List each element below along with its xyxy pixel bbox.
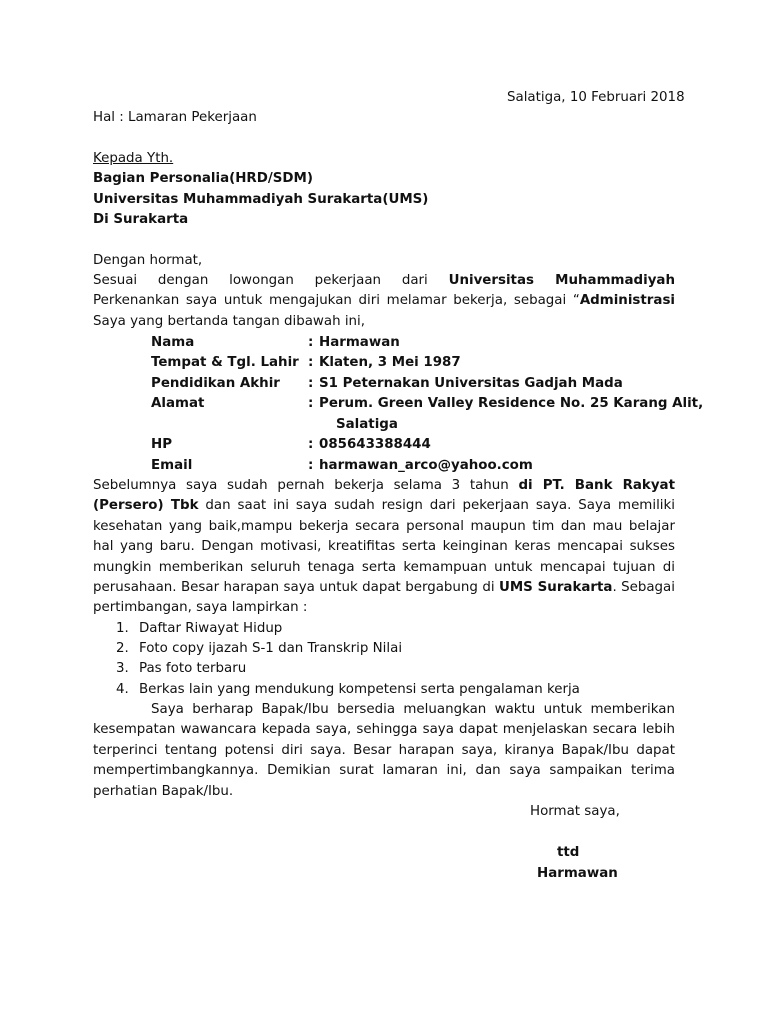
closing-line-3: terperinci tentang potensi diri saya. Besar harapan saya, kiranya Bapak/Ibu dapat [93, 742, 675, 758]
signoff-regards: Hormat saya, [530, 804, 620, 819]
attachment-item: 4. Berkas lain yang mendukung kompetensi serta pengalaman kerja [116, 682, 580, 697]
attachment-item: 3. Pas foto terbaru [116, 661, 247, 676]
intro-paragraph [93, 271, 675, 332]
closing-line-1: Saya berharap Bapak/Ibu bersedia meluangkan waktu untuk memberikan [151, 702, 675, 717]
signoff-name: Harmawan [537, 866, 618, 881]
closing-paragraph [93, 700, 675, 802]
body-line-3: kesehatan yang baik,mampu bekerja secara personal maupun tim dan mau belajar [93, 518, 675, 534]
closing-line-5: perhatian Bapak/Ibu. [93, 783, 234, 799]
recipient-salutation: Kepada Yth. [93, 151, 174, 166]
signoff-ttd: ttd [557, 845, 580, 860]
body-line-7: pertimbangan, saya lampirkan : [93, 600, 308, 616]
body-line-5: mungkin memberikan seluruh tenaga serta kemampuan untuk mencapai tujuan di [93, 559, 675, 575]
attachment-item: 2. Foto copy ijazah S-1 dan Transkrip Nilai [116, 641, 403, 656]
identity-row-hp: HP : 085643388444 [151, 437, 431, 452]
letter-subject: Hal : Lamaran Pekerjaan [93, 110, 257, 125]
body-line-4: hal yang baru. Dengan motivasi, kreatifitas serta keinginan keras mencapai sukses [93, 539, 675, 555]
recipient-line-1: Bagian Personalia(HRD/SDM) [93, 171, 313, 186]
identity-row-birth: Tempat & Tgl. Lahir : Klaten, 3 Mei 1987 [151, 355, 461, 370]
identity-row-email: Email : harmawan_arco@yahoo.com [151, 458, 533, 473]
identity-row-name: Nama : Harmawan [151, 335, 400, 350]
intro-line-2: Perkenankan saya untuk mengajukan diri melamar bekerja, sebagai “Administrasi [93, 293, 675, 309]
greeting: Dengan hormat, [93, 253, 203, 268]
identity-row-education: Pendidikan Akhir : S1 Peternakan Universitas Gadjah Mada [151, 376, 623, 391]
body-line-2: (Persero) Tbk dan saat ini saya sudah resign dari pekerjaan saya. Saya memiliki [93, 498, 675, 514]
attachment-item: 1. Daftar Riwayat Hidup [116, 621, 283, 636]
body-paragraph [93, 476, 675, 619]
body-line-1: Sebelumnya saya sudah pernah bekerja selama 3 tahun di PT. Bank Rakyat [93, 478, 675, 493]
identity-row-address: Alamat : Perum. Green Valley Residence No. 25 Karang Alit, [151, 396, 704, 411]
letter-date: Salatiga, 10 Februari 2018 [507, 90, 685, 105]
closing-line-2: kesempatan wawancara kepada saya, sehingga saya dapat menjelaskan secara lebih [93, 722, 675, 738]
recipient-line-2: Universitas Muhammadiyah Surakarta(UMS) [93, 192, 429, 207]
intro-line-1: Sesuai dengan lowongan pekerjaan dari Universitas Muhammadiyah [93, 273, 675, 288]
identity-row-address-cont: Salatiga [336, 417, 398, 432]
body-line-6: perusahaan. Besar harapan saya untuk dapat bergabung di UMS Surakarta. Sebagai [93, 579, 675, 595]
recipient-line-3: Di Surakarta [93, 212, 189, 227]
closing-line-4: mempertimbangkannya. Demikian surat lamaran ini, dan saya sampaikan terima [93, 763, 675, 779]
intro-line-3: Saya yang bertanda tangan dibawah ini, [93, 313, 366, 329]
